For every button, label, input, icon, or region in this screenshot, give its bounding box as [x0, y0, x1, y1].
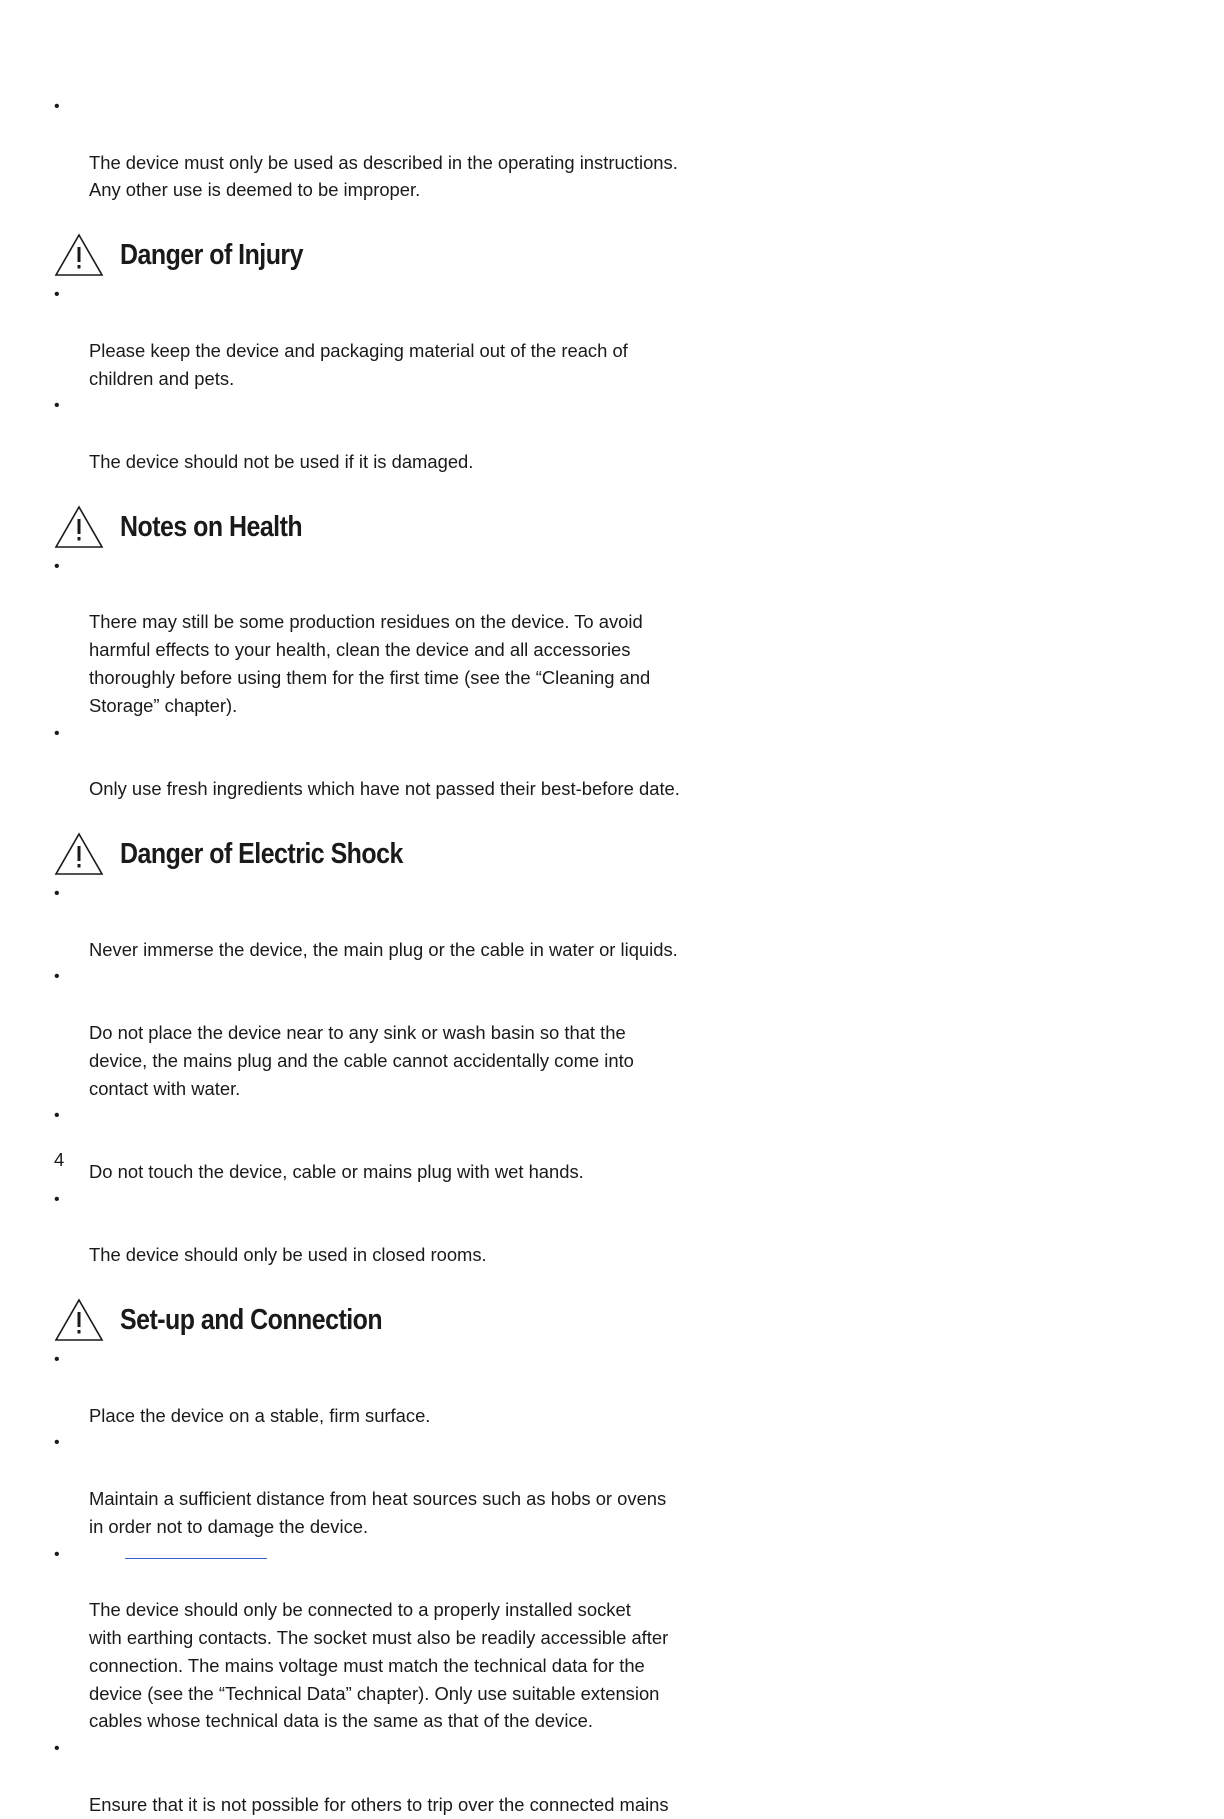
list-item — [54, 553, 754, 720]
bullet: • — [54, 968, 60, 986]
warning-triangle-icon — [54, 1298, 104, 1342]
bullet: • — [54, 1107, 60, 1125]
section-heading — [54, 233, 754, 277]
warning-triangle-icon — [54, 233, 104, 277]
list-item-text: The device must only be used as described in the operating instructions. Any other use is deemed to be improper. — [89, 151, 678, 201]
bullet: • — [54, 397, 60, 415]
section-list — [54, 553, 754, 803]
page-content — [54, 93, 754, 1819]
bullet: • — [54, 1545, 60, 1563]
bullet: • — [54, 557, 60, 575]
section-heading — [54, 832, 754, 876]
bullet: • — [54, 98, 60, 115]
section-list — [54, 880, 754, 1269]
section-title: Danger of Electric Shock — [120, 837, 403, 870]
page-number: 4 — [54, 1149, 65, 1170]
section-danger-of-electric-shock — [54, 832, 754, 1269]
list-item-text: The device should only be connected to a properly installed socket with earthing contacts. The socket must also be readily accessible after connection. The mains voltage must match the technical data for the device (see the “Technical Data” chapter). Only use suitable extension cables whose technical data is the same as that of the device. — [89, 1599, 669, 1732]
list-item — [54, 1429, 754, 1540]
list-item — [54, 963, 754, 1102]
list-item — [54, 1735, 754, 1818]
list-item — [54, 392, 754, 475]
bullet: • — [54, 1434, 60, 1452]
list-item-text: The device should only be used in closed rooms. — [89, 1244, 487, 1266]
list-item-text: Do not touch the device, cable or mains plug with wet hands. — [89, 1160, 584, 1182]
list-item-text: The device should not be used if it is damaged. — [89, 450, 474, 472]
section-notes-on-health — [54, 505, 754, 803]
section-list — [54, 281, 754, 476]
list-item — [54, 1541, 754, 1736]
list-item — [54, 93, 754, 204]
section-heading — [54, 505, 754, 549]
warning-triangle-icon — [54, 505, 104, 549]
section-heading — [54, 1298, 754, 1342]
bullet: • — [54, 724, 60, 742]
section-title: Danger of Injury — [120, 239, 303, 272]
bullet: • — [54, 286, 60, 304]
list-item — [54, 720, 754, 803]
footer-rule — [125, 1558, 267, 1559]
list-item-text: Only use fresh ingredients which have not passed their best-before date. — [89, 778, 680, 800]
list-item — [54, 1102, 754, 1185]
section-title: Set-up and Connection — [120, 1304, 383, 1337]
list-item — [54, 1186, 754, 1269]
intro-list — [54, 93, 754, 204]
list-item-text: Never immerse the device, the main plug or the cable in water or liquids. — [89, 938, 678, 960]
warning-triangle-icon — [54, 832, 104, 876]
bullet: • — [54, 1351, 60, 1369]
bullet: • — [54, 1740, 60, 1758]
bullet: • — [54, 884, 60, 902]
list-item-text: Ensure that it is not possible for others to trip over the connected mains — [89, 1793, 669, 1815]
list-item-text: Please keep the device and packaging material out of the reach of children and pets. — [89, 339, 628, 389]
section-title: Notes on Health — [120, 510, 303, 543]
section-list — [54, 1346, 754, 1819]
section-danger-of-injury — [54, 233, 754, 476]
list-item-text: Place the device on a stable, firm surface. — [89, 1404, 431, 1426]
list-item-text: Maintain a sufficient distance from heat sources such as hobs or ovens in order not to damage the device. — [89, 1488, 667, 1537]
list-item — [54, 880, 754, 963]
list-item — [54, 1346, 754, 1429]
list-item-text: There may still be some production residues on the device. To avoid harmful effects to your health, clean the device and all accessories thoroughly before using them for the first time (see the “Cleaning and Storage” chapter). — [89, 611, 651, 716]
bullet: • — [54, 1190, 60, 1208]
list-item-text: Do not place the device near to any sink or wash basin so that the device, the mains plug and the cable cannot accidentally come into contact with water. — [89, 1021, 634, 1099]
list-item — [54, 281, 754, 392]
